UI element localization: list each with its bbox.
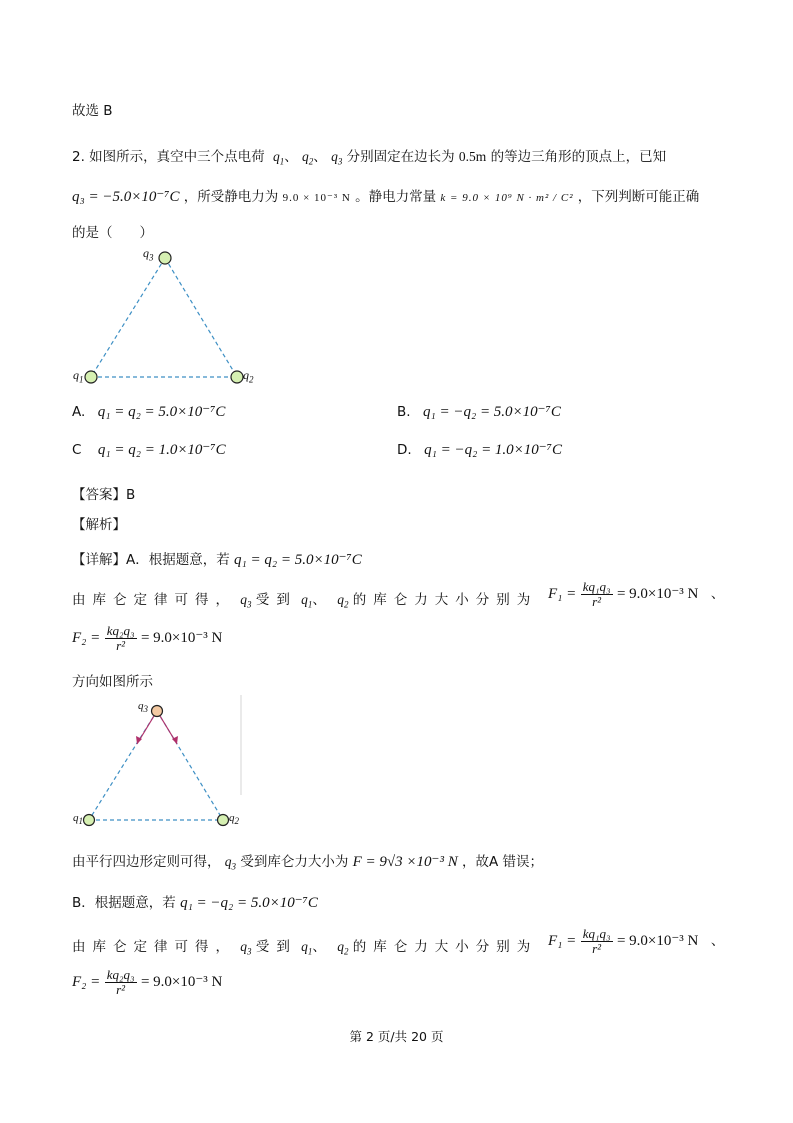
intro-text: 故选 B [72, 103, 113, 119]
answer-label: 【答案】B [72, 487, 136, 503]
f1-formula: F₁ = $\frac{\text{kq₁q₃}}{\text{r²}}$ = 9.0×10⁻³ N 、 [548, 579, 725, 609]
label-q3: $q_3$ [143, 246, 154, 263]
label-q3-fig2: $q_3$ [138, 700, 148, 715]
detail-b-line: B．根据题意，若 q₁ = −q₂ = 5.0×10⁻⁷C [72, 895, 318, 911]
f1-formula-b: F₁ = $\frac{\text{kq₁q₃}}{\text{r²}}$ = 9.0×10⁻³ N 、 [548, 926, 725, 956]
k-value: k = 9.0 × 10⁹ N · m² / C² [440, 192, 574, 204]
detail-a-line: 【详解】A．根据题意，若 q₁ = q₂ = 5.0×10⁻⁷C [72, 552, 362, 568]
label-q2-fig2: $q_2$ [229, 812, 239, 827]
charge-q1-node [84, 815, 95, 826]
triangle-side-left [91, 258, 165, 377]
charge-q1-node [85, 371, 97, 383]
triangle-side-right [165, 258, 237, 377]
f2-formula: F₂ = $\frac{\text{kq₂q₃}}{\text{r²}}$ = 9.0×10⁻³ N [72, 623, 223, 653]
label-q1: $q_1$ [73, 368, 84, 385]
label-q2: $q_2$ [243, 368, 254, 385]
question-line-2: q₃ = −5.0×10⁻⁷C ，所受静电力为 9.0 × 10⁻³ N 。静电力常量 k = 9.0 × 10⁹ N · m² / C² ，下列判断可能正确 [72, 189, 700, 205]
charge-q3-node [152, 706, 163, 717]
coulomb-line-2: 由库仑定律可得， $q_3$ 受到 $q_1$、 $q_2$ 的库仑力大小分别为 [72, 939, 538, 957]
label-q1-fig2: $q_1$ [73, 812, 83, 827]
parallelogram-line: 由平行四边形定则可得， $q_3$ 受到库仑力大小为 F = 9√3 ×10⁻³ N ，故A 错误； [72, 854, 544, 872]
charge-q3-node [159, 252, 171, 264]
q3-value: q₃ = −5.0×10⁻⁷C [72, 189, 180, 205]
coulomb-line-1: 由库仑定律可得， $q_3$ 受到 $q_1$、 $q_2$ 的库仑力大小分别为 [72, 592, 538, 610]
option-b: B. q₁ = −q₂ = 5.0×10⁻⁷C [397, 404, 561, 420]
direction-text: 方向如图所示 [72, 674, 153, 690]
charge-q2-node [218, 815, 229, 826]
f2-formula-b: F₂ = $\frac{\text{kq₂q₃}}{\text{r²}}$ = 9.0×10⁻³ N [72, 967, 223, 997]
option-d: D. q₁ = −q₂ = 1.0×10⁻⁷C [397, 442, 562, 458]
force-value: 9.0 × 10⁻³ N [282, 192, 351, 204]
question-line-3: 的是（ ） [72, 225, 153, 241]
page-footer: 第 2 页/共 20 页 [349, 1029, 444, 1044]
question-line-1: 2. 如图所示，真空中三个点电荷 $q_1$、 $q_2$、 $q_3$ 分别固定在边长为 0.5m 的等边三角形的顶点上，已知 [72, 149, 667, 167]
option-a: A. q₁ = q₂ = 5.0×10⁻⁷C [72, 404, 226, 420]
charge-q2-node [231, 371, 243, 383]
analysis-label: 【解析】 [72, 517, 126, 533]
option-c: C q₁ = q₂ = 1.0×10⁻⁷C [72, 442, 226, 458]
